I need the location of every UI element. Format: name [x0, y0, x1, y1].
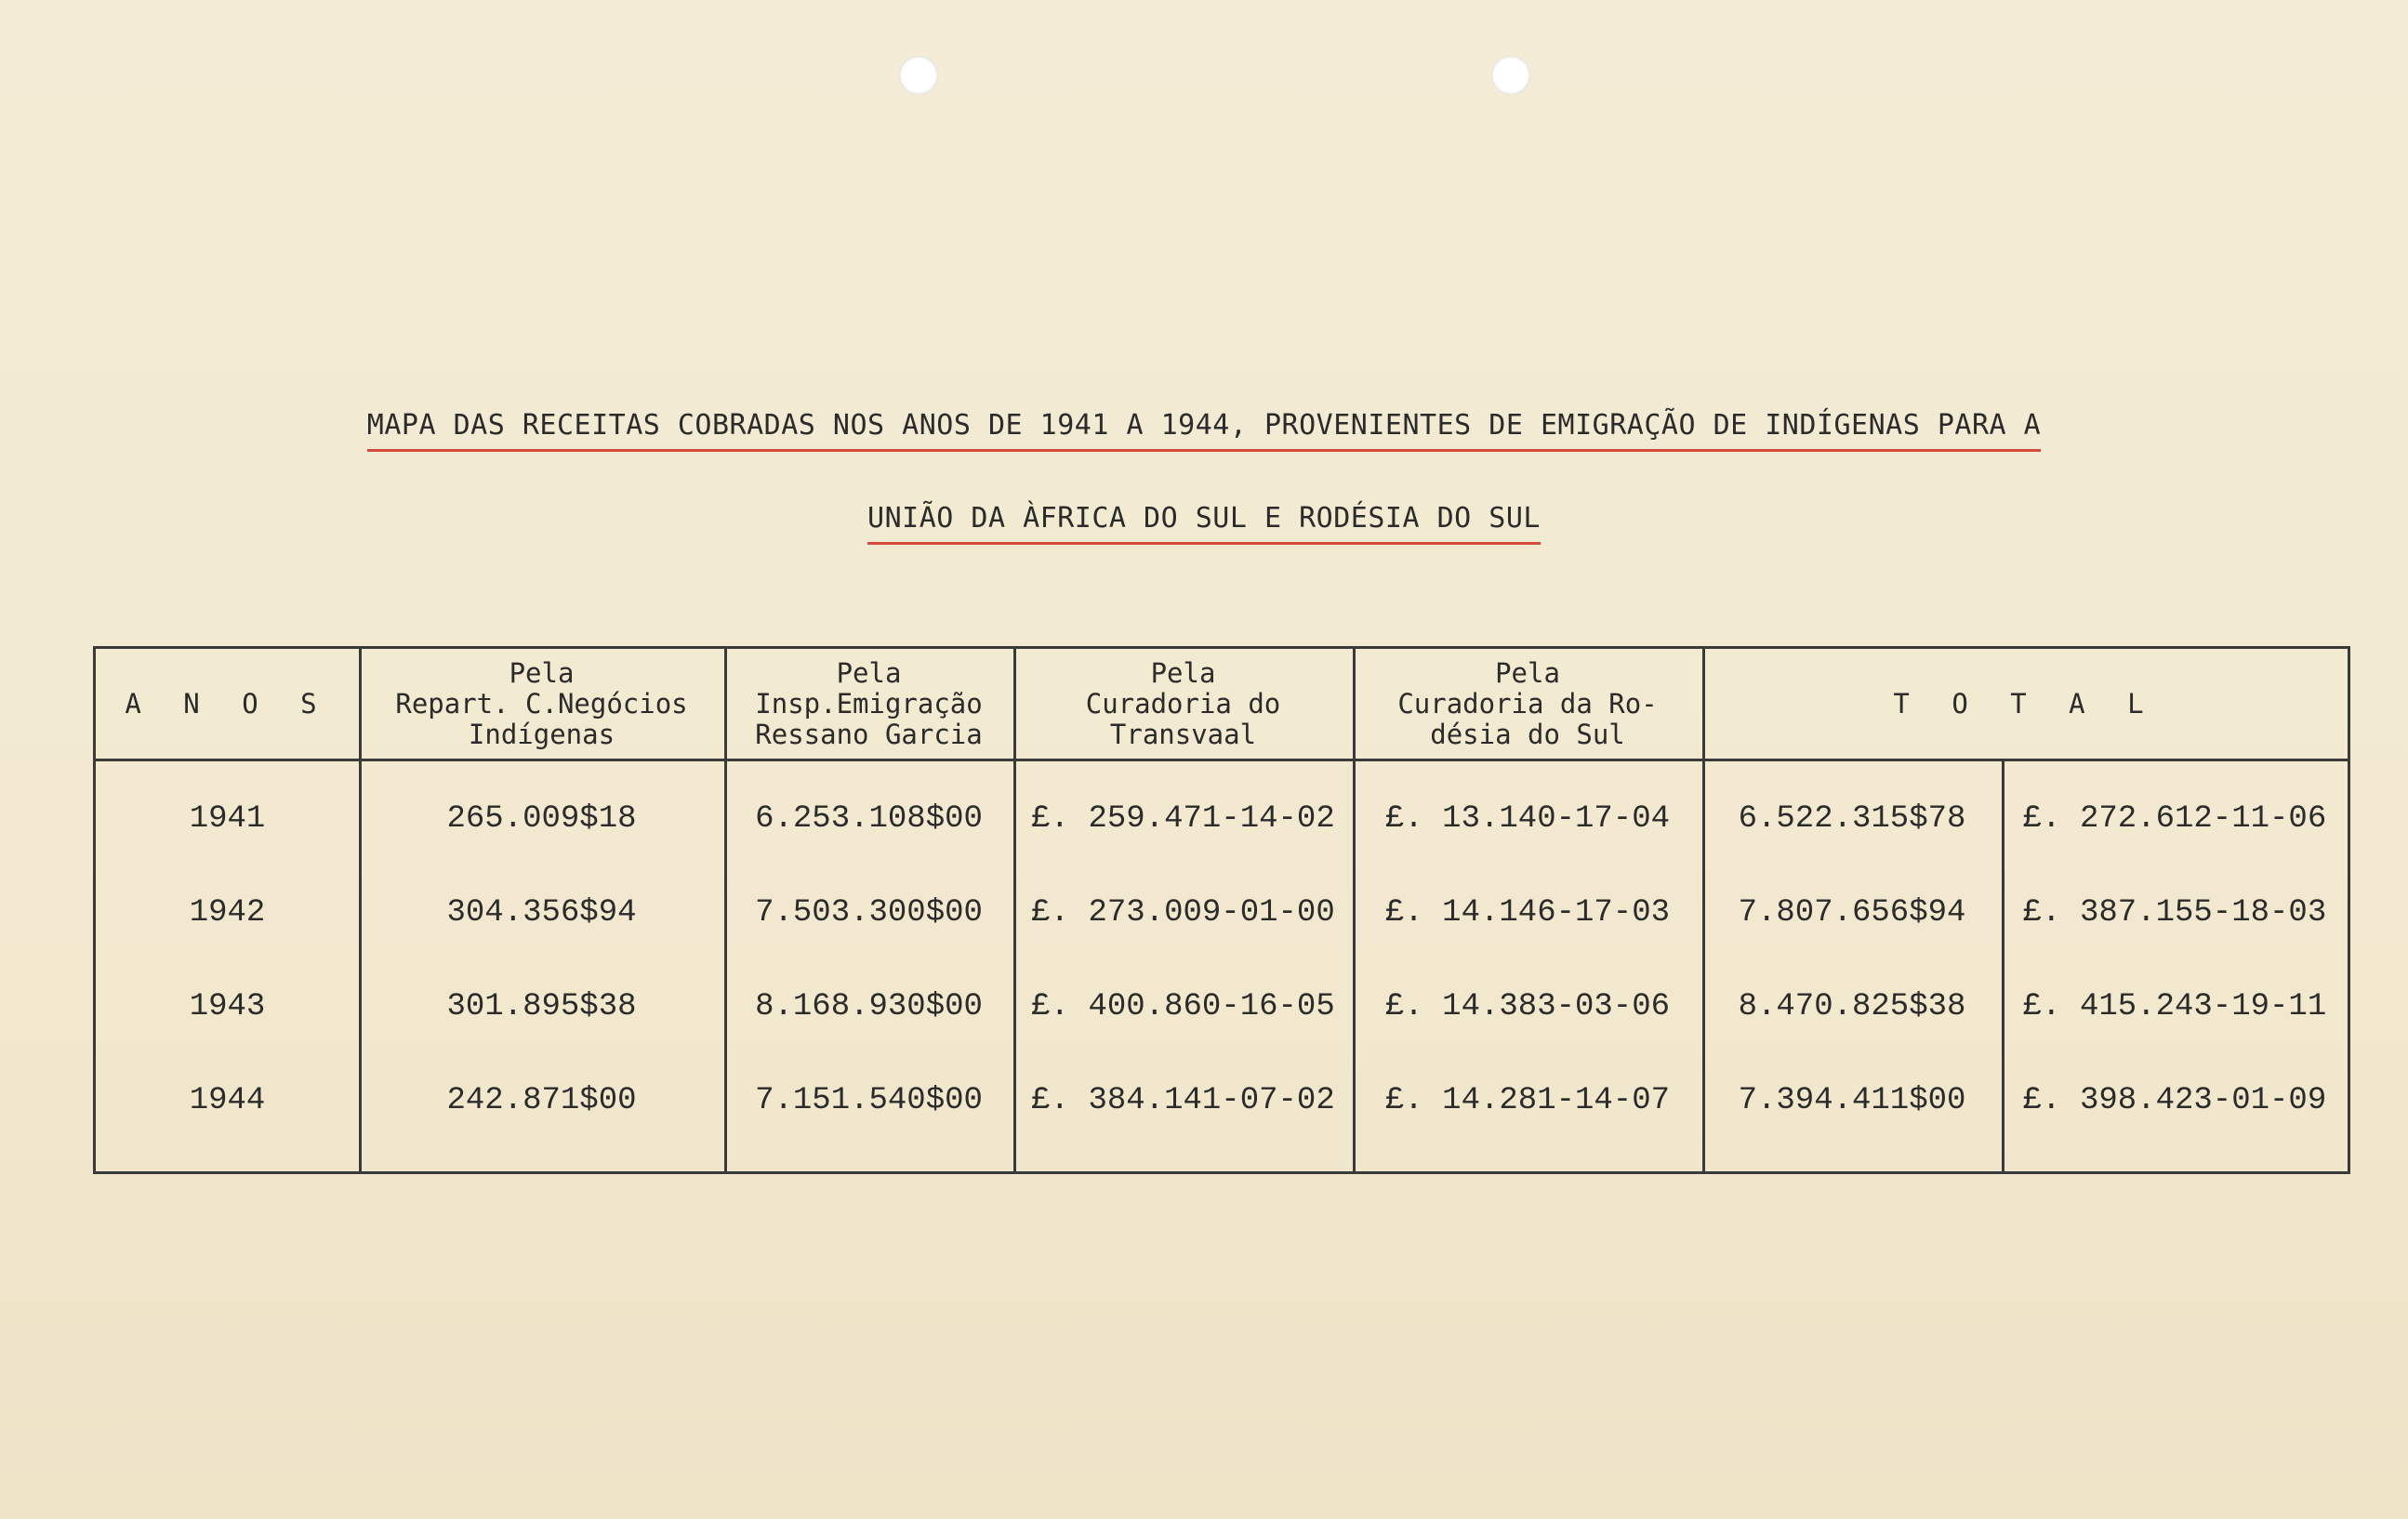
- total-libras-cell: £. 387.155-18-03: [2022, 895, 2327, 931]
- ressano-cell: 6.253.108$00: [755, 801, 983, 837]
- table-row: [96, 773, 2348, 865]
- rodesia-cell: £. 13.140-17-04: [1384, 801, 1671, 837]
- transvaal-cell: £. 273.009-01-00: [1031, 895, 1335, 931]
- reparticao-cell: 301.895$38: [446, 989, 637, 1024]
- document-title: [0, 409, 2408, 452]
- title-line-2: UNIÃO DA ÀFRICA DO SUL E RODÉSIA DO SUL: [867, 502, 1541, 545]
- header-text: Insp.Emigração: [755, 687, 983, 720]
- transvaal-cell: £. 259.471-14-02: [1031, 801, 1335, 837]
- total-libras-cell: £. 398.423-01-09: [2022, 1083, 2327, 1118]
- header-text: Ressano Garcia: [755, 718, 983, 750]
- total-escudos-cell: 8.470.825$38: [1738, 989, 1966, 1024]
- header-total-label: T O T A L: [1893, 687, 2157, 720]
- table-row: [96, 866, 2348, 959]
- table-row: [96, 1054, 2348, 1147]
- header-text: Pela: [509, 656, 575, 689]
- ressano-cell: 8.168.930$00: [755, 989, 983, 1024]
- header-anos: [96, 649, 359, 759]
- header-text: Repart. C.Negócios: [395, 687, 688, 720]
- header-text: Transvaal: [1109, 718, 1257, 750]
- header-text: désia do Sul: [1430, 718, 1625, 750]
- reparticao-cell: 304.356$94: [446, 895, 637, 931]
- title-line-1: MAPA DAS RECEITAS COBRADAS NOS ANOS DE 1941 A 1944, PROVENIENTES DE EMIGRAÇÃO DE INDÍGENAS PARA A: [367, 409, 2041, 452]
- header-anos-label: A N O S: [125, 687, 330, 720]
- rodesia-cell: £. 14.281-14-07: [1384, 1083, 1671, 1118]
- header-text: Pela: [836, 656, 902, 689]
- header-text: Curadoria da Ro-: [1397, 687, 1658, 720]
- table-row: [96, 960, 2348, 1053]
- total-escudos-cell: 7.807.656$94: [1738, 895, 1966, 931]
- year-cell: 1942: [189, 895, 266, 931]
- header-text: Pela: [1150, 656, 1216, 689]
- transvaal-cell: £. 384.141-07-02: [1031, 1083, 1335, 1118]
- transvaal-cell: £. 400.860-16-05: [1031, 989, 1335, 1024]
- total-escudos-cell: 6.522.315$78: [1738, 801, 1966, 837]
- total-libras-cell: £. 272.612-11-06: [2022, 801, 2327, 837]
- reparticao-cell: 265.009$18: [446, 801, 637, 837]
- total-escudos-cell: 7.394.411$00: [1738, 1083, 1966, 1118]
- reparticao-cell: 242.871$00: [446, 1083, 637, 1118]
- header-transvaal: [1013, 649, 1353, 759]
- header-text: Pela: [1495, 656, 1560, 689]
- total-libras-cell: £. 415.243-19-11: [2022, 989, 2327, 1024]
- year-cell: 1944: [189, 1083, 266, 1118]
- document-subtitle: [0, 502, 2408, 545]
- header-rodesia: [1353, 649, 1702, 759]
- header-reparticao: [359, 649, 724, 759]
- year-cell: 1941: [189, 801, 266, 837]
- rodesia-cell: £. 14.146-17-03: [1384, 895, 1671, 931]
- ressano-cell: 7.503.300$00: [755, 895, 983, 931]
- punch-hole-right: [1491, 56, 1530, 95]
- punch-hole-left: [899, 56, 938, 95]
- header-total: [1702, 649, 2348, 759]
- header-text: Indígenas: [468, 718, 615, 750]
- ressano-cell: 7.151.540$00: [755, 1083, 983, 1118]
- revenue-table: [93, 646, 2350, 1174]
- header-divider: [96, 759, 2348, 761]
- year-cell: 1943: [189, 989, 266, 1024]
- header-ressano: [724, 649, 1013, 759]
- header-text: Curadoria do: [1085, 687, 1281, 720]
- rodesia-cell: £. 14.383-03-06: [1384, 989, 1671, 1024]
